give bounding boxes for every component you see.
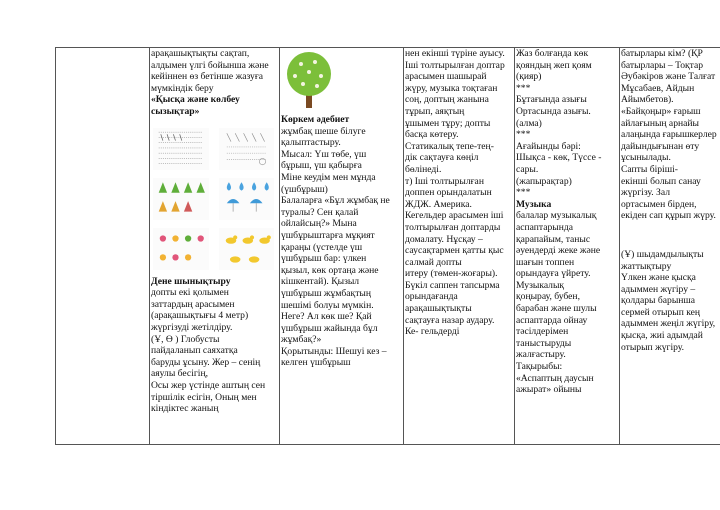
text-line: екіден сап құрып жүру.: [621, 210, 716, 222]
text-line: отырып жүгіру.: [621, 341, 685, 353]
text-line: салмай допты: [405, 256, 462, 268]
cell-riddles-music: [515, 48, 620, 445]
text-line: баруды ұсыну. Жер – сенің: [151, 356, 261, 368]
text-line: жүргізуді жетілдіру.: [151, 321, 233, 333]
text-line: жаттықтыру: [621, 260, 672, 272]
text-line: (жапырақтар): [516, 175, 572, 187]
text-line: алдымен үлгі бойынша және: [151, 59, 269, 71]
text-line: Шықса - көк, Түссе -: [516, 152, 602, 164]
text-line: Ағайынды бәрі:: [516, 140, 581, 152]
text-line: Міне кеудім мен мұнда: [281, 171, 376, 183]
worksheet-illustrations: [153, 128, 274, 270]
text-line: сары.: [516, 163, 539, 175]
text-line: Мысал: Үш төбе, үш: [281, 148, 367, 160]
text-line: Ортасында азығы.: [516, 105, 591, 117]
text-line: тіршілік есігін, Оның мен: [151, 391, 257, 403]
text-line: орындауға үйрету.: [516, 268, 591, 280]
tree-picture: [281, 50, 337, 110]
text-line: Мұсабаев, Айдын: [621, 82, 695, 94]
text-line: ажырат» ойыны: [516, 384, 582, 396]
text-line: дайындығынан өту: [621, 140, 700, 152]
text-line: аспаптарында: [516, 221, 574, 233]
dotted-line-worksheet: [153, 128, 209, 170]
text-line: (арақашықтығы 4 метр): [151, 310, 249, 322]
section-heading-lines: «Қысқа және көлбеу сызықтар»: [151, 94, 240, 117]
text-line: аспаптарда ойнау: [516, 314, 588, 326]
text-line: барабан және шулы: [516, 303, 597, 315]
lesson-plan-table: [55, 47, 720, 445]
text-line: арасымен шашырай: [405, 71, 487, 83]
colored-flowers-picture: [153, 228, 209, 270]
text-line: қызыл, көк ортаңа және: [281, 264, 379, 276]
ducks-worksheet: [219, 228, 275, 270]
blank-gap: [621, 233, 720, 249]
empty-first-column-cell: [56, 48, 150, 445]
text-line: батырлары – Тоқтар: [621, 59, 704, 71]
text-line: «Аспаптың даусын: [516, 372, 594, 384]
text-line: қалыптастыру.: [281, 137, 341, 149]
cell-movement-games: [404, 48, 515, 445]
text-line: үшбұрыш жайында бұл: [281, 322, 378, 334]
text-line: Жаз болғанда көк: [516, 48, 589, 59]
text-line: туралы? Сен қалай: [281, 206, 359, 218]
text-line: қояндың жеп қоям: [516, 59, 592, 71]
text-line: кейіннен өз бетінше жазуға: [151, 71, 264, 83]
text-line: орындағанда: [405, 291, 458, 303]
text-line: адыммен жүгіру –: [621, 283, 696, 295]
section-heading-literature: Көркем әдебиет: [281, 114, 350, 125]
text-line: тұрып, аяқтың: [405, 105, 465, 117]
table-row: [56, 48, 720, 445]
text-line: (Ұ, Ө ) Глобусты: [151, 333, 220, 345]
rain-drops-worksheet: [219, 178, 275, 220]
text-line: т) Ішi толтырылған: [405, 175, 484, 187]
text-line: Бұтағында азығы: [516, 94, 587, 106]
text-line: шешімі болуы мүмкін.: [281, 299, 374, 311]
text-line: үшбұрыш бар: үлкен: [281, 253, 367, 265]
text-line: пайдаланып саяхатқа: [151, 345, 238, 357]
slanted-line-worksheet: [219, 128, 275, 170]
text-line: тәсілдерімен: [516, 326, 569, 338]
text-line: ұсынылады.: [621, 152, 671, 164]
text-line: Ішi толтырылған доптар: [405, 59, 505, 71]
blank-gap: [621, 222, 720, 233]
text-line: заттардың арасымен: [151, 298, 235, 310]
text-line: Бүкіл саппен тапсырма: [405, 279, 500, 291]
text-line: басқа көтеру.: [405, 129, 459, 141]
text-line: доппен орындалатын: [405, 187, 492, 199]
text-line: Кегельдер арасымен ішi: [405, 210, 504, 222]
text-line: Неге? Ал көк ше? Қай: [281, 311, 372, 323]
text-line: Сапты біріші-: [621, 163, 678, 175]
text-line: допты екі қолымен: [151, 287, 229, 299]
text-line: мүмкіндік беру: [151, 82, 214, 94]
text-line: қолдары барынша: [621, 295, 696, 307]
text-line: кішкентай). Қызыл: [281, 276, 360, 288]
text-line: ЖДЖ. Америка.: [405, 198, 472, 210]
text-line: Осы жер үстінде аштың сен: [151, 379, 266, 391]
yellow-ducks-picture: [219, 228, 275, 270]
text-line: батырлары кім? (ҚР: [621, 48, 703, 59]
text-line: итеру (төмен-жоғары).: [405, 268, 498, 280]
text-line: соң, доптың жанына: [405, 94, 489, 106]
text-line: Әубәкіров және Талғат: [621, 71, 716, 83]
text-line: Балаларға «Бұл жұмбақ не: [281, 195, 390, 207]
text-line: сақтауға назар аудару.: [405, 314, 495, 326]
text-line: (алма): [516, 117, 542, 129]
slanted-lines-picture: [219, 128, 275, 170]
text-line: Статикалық тепе-тең-: [405, 140, 494, 152]
text-line: балалар музыкалық: [516, 210, 597, 222]
cell-literature: [280, 48, 404, 445]
text-line: ***: [516, 129, 531, 141]
text-line: екіншi болып санау: [621, 175, 701, 187]
text-line: адыммен жеңіл жүгіру,: [621, 318, 716, 330]
text-line: қоңырау, бубен,: [516, 291, 580, 303]
text-line: ортасымен бірден,: [621, 198, 697, 210]
text-line: Тақырыбы:: [516, 361, 563, 373]
text-line: Қорытынды: Шешуі кез –: [281, 345, 387, 357]
text-line: жүргізу. Зал: [621, 187, 670, 199]
text-line: дік сақтауға көңіл: [405, 152, 479, 164]
text-line: кіндіктес жаның: [151, 403, 219, 415]
text-line: жұмбақ шеше білуге: [281, 125, 366, 137]
text-line: ***: [516, 187, 531, 199]
text-line: домалату. Нұсқау –: [405, 233, 483, 245]
text-line: бұрыш, үш қабырға: [281, 160, 362, 172]
dotted-lines-picture: [153, 128, 209, 170]
text-line: жұмбақ?»: [281, 334, 322, 346]
section-heading-music: Музыка: [516, 198, 552, 210]
text-line: айлағының арнайы: [621, 117, 699, 129]
text-line: (үшбұрыш): [281, 183, 328, 195]
text-line: толтырылған доптарды: [405, 221, 501, 233]
text-line: қараңы (үстелде үш: [281, 241, 363, 253]
text-line: үшбұрыштарға мұқият: [281, 229, 375, 241]
text-line: (Ұ) шыдамдылықты: [621, 248, 704, 260]
text-line: саусақтармен қатты қыс: [405, 245, 504, 257]
text-line: арақашықтықты: [405, 303, 472, 315]
text-line: қарапайым, таныс: [516, 233, 591, 245]
text-line: «Байқоңыр» ғарыш: [621, 105, 701, 117]
cell-heroes-running: [620, 48, 720, 445]
cell-handwriting-pe: [150, 48, 280, 445]
text-line: Айымбетов).: [621, 94, 674, 106]
text-line: (қияр): [516, 71, 542, 83]
text-line: шағын топпен: [516, 256, 575, 268]
text-line: келген үшбұрыш: [281, 357, 351, 369]
trees-tracing-worksheet: [153, 178, 209, 220]
text-line: таныстыруды: [516, 337, 572, 349]
text-line: нен екінші түріне ауысу.: [405, 48, 505, 59]
text-line: әуендерді жеке және: [516, 245, 601, 257]
text-line: аяулы бесігің,: [151, 368, 208, 380]
text-line: жүру, музыка тоқтаған: [405, 82, 498, 94]
text-line: Үлкен және қысқа: [621, 272, 696, 284]
text-line: алаңында ғарышкерлер: [621, 129, 717, 141]
text-line: ұшымен тұру; допты: [405, 117, 491, 129]
umbrella-drops-picture: [219, 178, 275, 220]
text-line: қысқа, жиі адымдай: [621, 330, 703, 342]
text-line: арақашықтықты сақтап,: [151, 48, 250, 59]
text-line: жалғастыру.: [516, 349, 566, 361]
text-line: бөлінеді.: [405, 163, 442, 175]
flowers-worksheet: [153, 228, 209, 270]
text-line: ***: [516, 82, 531, 94]
text-line: Музыкалық: [516, 279, 565, 291]
green-trees-picture: [153, 178, 209, 220]
text-line: сермей отырып кең: [621, 306, 701, 318]
text-line: үшбұрыш жұмбақтың: [281, 287, 371, 299]
text-line: Ке- гельдерді: [405, 326, 460, 338]
section-heading-pe: Дене шынықтыру: [151, 275, 231, 287]
text-line: ойлайсың?» Мына: [281, 218, 357, 230]
